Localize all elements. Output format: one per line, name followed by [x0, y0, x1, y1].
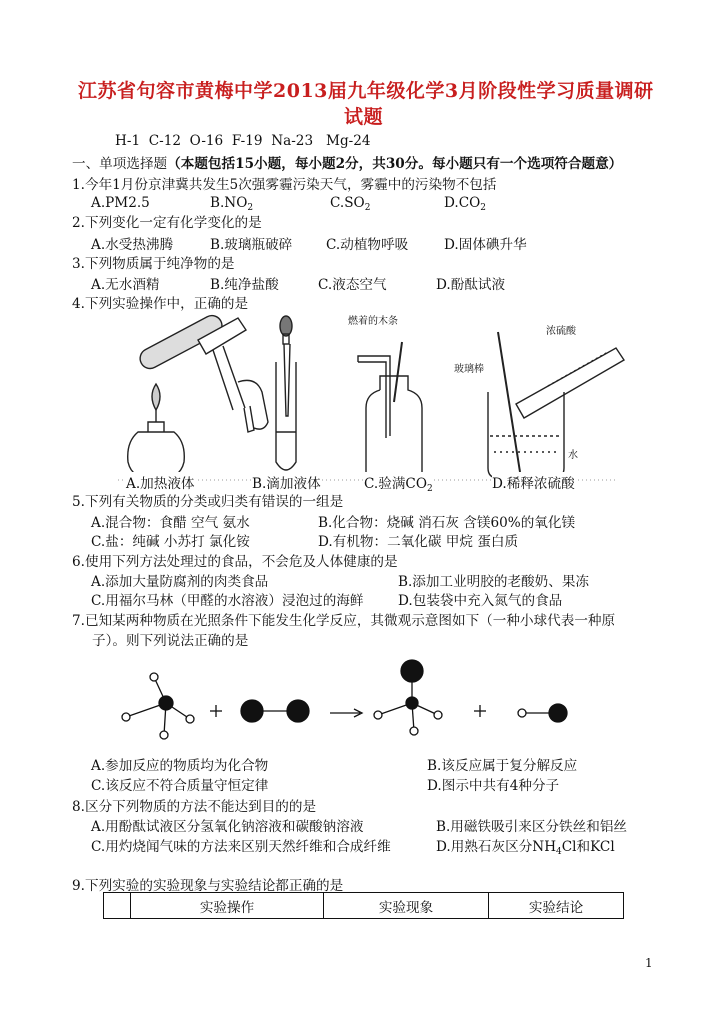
q2-option-b: B.玻璃瓶破碎 — [210, 237, 293, 253]
glass-rod-icon — [498, 332, 520, 472]
q4-fig-c-label: 燃着的木条 — [348, 316, 398, 327]
section-heading-bold: （本题包括15小题，每小题2分，共30分。每小题只有一个选项符合题意） — [167, 156, 623, 172]
q3-stem: 3.下列物质属于纯净物的是 — [72, 256, 235, 272]
table-header-cell: 实验现象 — [324, 893, 489, 919]
q7-stem-line2: 子）。则下列说法正确的是 — [92, 633, 249, 649]
q7-option-b: B.该反应属于复分解反应 — [427, 758, 578, 774]
q4-lab-figure — [118, 312, 628, 494]
q3-option-b: B.纯净盐酸 — [210, 277, 279, 293]
q5-option-a: A.混合物：食醋 空气 氨水 — [91, 515, 250, 531]
q4-option-b: B.滴加液体 — [252, 472, 321, 492]
table-header-cell — [104, 893, 131, 919]
q8-option-b: B.用磁铁吸引来区分铁丝和铝丝 — [436, 819, 628, 835]
atomic-masses: H-1 C-12 O-16 F-19 Na-23 Mg-24 — [115, 133, 371, 149]
q7-molecule-diagram — [112, 655, 572, 753]
hydrogen-chloride-molecule-icon — [518, 704, 567, 722]
q1-option-a: A.PM2.5 — [91, 195, 150, 211]
q7-stem-line1: 7.已知某两种物质在光照条件下能发生化学反应，其微观示意图如下（一种小球代表一种原 — [72, 613, 616, 629]
q4-option-d: D.稀释浓硫酸 — [492, 472, 575, 492]
table-header-cell: 实验操作 — [131, 893, 324, 919]
plus-sign-icon — [474, 705, 486, 717]
q6-option-a: A.添加大量防腐剂的肉类食品 — [91, 574, 269, 590]
methane-molecule-icon — [122, 673, 194, 739]
q9-stem: 9.下列实验的实验现象与实验结论都正确的是 — [72, 878, 344, 894]
section-heading — [72, 152, 622, 172]
table-header-cell: 实验结论 — [489, 893, 624, 919]
alcohol-lamp-icon — [128, 384, 185, 480]
graduated-cylinder-icon — [516, 348, 624, 418]
chlorine-molecule-icon — [241, 700, 309, 722]
plus-sign-icon — [210, 705, 222, 717]
q4-fig-d-label3: 水 — [568, 450, 578, 461]
q4-fig-d-label1: 浓硫酸 — [546, 326, 576, 337]
section-heading-plain: 一、单项选择题 — [72, 156, 168, 172]
q5-option-b: B.化合物：烧碱 消石灰 含镁60%的氧化镁 — [318, 515, 576, 531]
q9-experiment-table — [103, 892, 624, 919]
q3-option-d: D.酚酞试液 — [436, 277, 506, 293]
q4-stem: 4.下列实验操作中，正确的是 — [72, 296, 249, 312]
q4-option-a: A.加热液体 — [126, 472, 195, 492]
q8-option-d: D.用熟石灰区分$NH_4Cl$和KCl — [436, 839, 615, 857]
q3-option-a: A.无水酒精 — [91, 277, 160, 293]
q1-option-c: $C.SO_2$ — [330, 195, 371, 213]
q6-stem: 6.使用下列方法处理过的食品，不会危及人体健康的是 — [72, 554, 398, 570]
table-header-row — [104, 893, 624, 919]
page-title-line2: 试题 — [344, 106, 384, 128]
q8-stem: 8.区分下列物质的方法不能达到目的的是 — [72, 799, 317, 815]
q5-option-c: C.盐：纯碱 小苏打 氯化铵 — [91, 534, 250, 550]
q8-option-a: A.用酚酞试液区分氢氧化钠溶液和碳酸钠溶液 — [91, 819, 364, 835]
q5-stem: 5.下列有关物质的分类或归类有错误的一组是 — [72, 494, 344, 510]
gas-bottle-icon — [358, 342, 422, 478]
q6-option-b: B.添加工业明胶的老酸奶、果冻 — [398, 574, 590, 590]
q3-option-c: C.液态空气 — [318, 277, 387, 293]
q1-stem: 1.今年1月份京津冀共发生5次强雾霾污染天气，雾霾中的污染物不包括 — [72, 177, 497, 193]
q1-option-d: $D.CO_2$ — [444, 195, 487, 213]
q4-fig-d-label2: 玻璃棒 — [454, 364, 484, 375]
q6-option-d: D.包装袋中充入氮气的食品 — [398, 593, 563, 609]
page-title-line1: 江苏省句容市黄梅中学2013届九年级化学3月阶段性学习质量调研 — [78, 80, 654, 102]
q2-option-d: D.固体碘升华 — [444, 237, 527, 253]
q7-option-a: A.参加反应的物质均为化合物 — [91, 758, 269, 774]
q6-option-c: C.用福尔马林（甲醛的水溶液）浸泡过的海鲜 — [91, 593, 364, 609]
reaction-arrow-icon — [330, 709, 362, 717]
dropper-icon — [280, 316, 292, 416]
q2-option-c: C.动植物呼吸 — [326, 237, 409, 253]
beaker-icon — [488, 392, 564, 478]
q4-option-c: C.验满$CO_2$ — [364, 472, 433, 494]
q8-option-c: C.用灼烧闻气味的方法来区别天然纤维和合成纤维 — [91, 839, 391, 855]
q5-option-d: D.有机物：二氧化碳 甲烷 蛋白质 — [318, 534, 519, 550]
q7-option-c: C.该反应不符合质量守恒定律 — [91, 778, 269, 794]
q1-option-b: $B.NO_2$ — [210, 195, 254, 213]
q2-stem: 2.下列变化一定有化学变化的是 — [72, 215, 262, 231]
chloromethane-molecule-icon — [374, 660, 442, 735]
page-number: 1 — [645, 956, 653, 970]
q7-option-d: D.图示中共有4种分子 — [427, 778, 560, 794]
q2-option-a: A.水受热沸腾 — [91, 237, 174, 253]
